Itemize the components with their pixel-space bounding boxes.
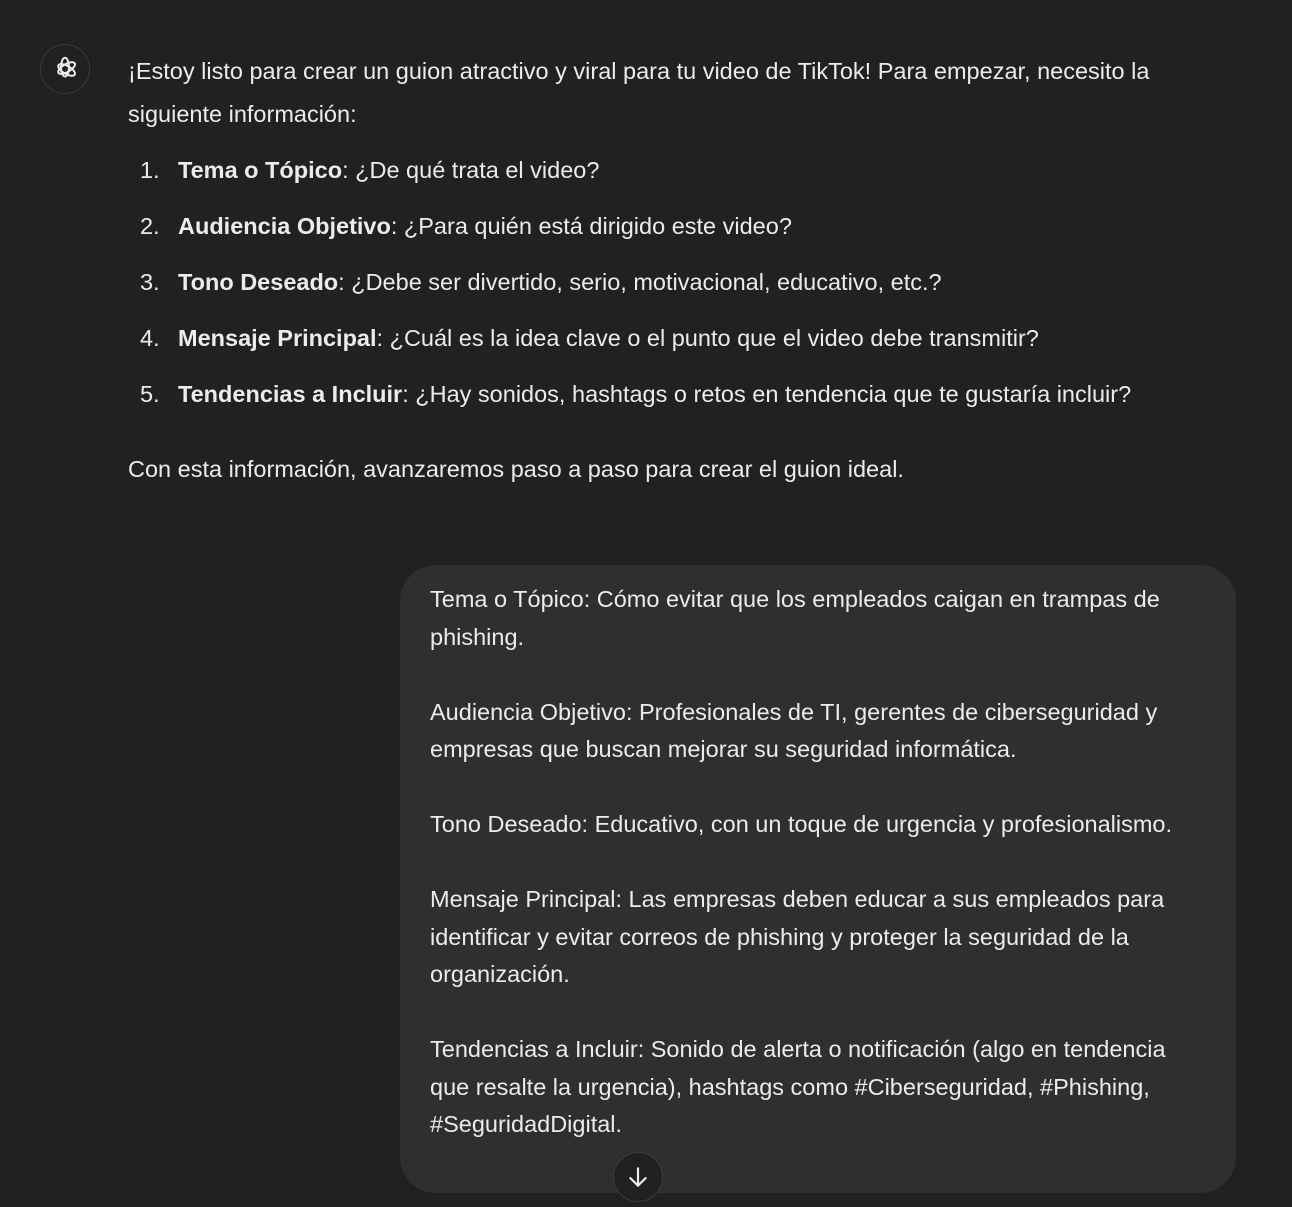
question-item [128, 261, 1238, 317]
question-number: 2. [140, 213, 160, 239]
question-text: : ¿Hay sonidos, hashtags o retos en tendencia que te gustaría incluir? [402, 381, 1132, 407]
scroll-to-bottom-button[interactable] [613, 1152, 663, 1202]
question-number: 3. [140, 269, 160, 295]
question-item [128, 205, 1238, 261]
question-term: Tono Deseado [178, 269, 339, 295]
question-item [128, 149, 1238, 205]
question-term: Tendencias a Incluir [178, 381, 403, 407]
question-term: Mensaje Principal [178, 325, 377, 351]
user-paragraph-tone: Tono Deseado: Educativo, con un toque de urgencia y profesionalismo. [430, 811, 1173, 837]
question-text: : ¿Para quién está dirigido este video? [390, 213, 792, 239]
question-text: : ¿Cuál es la idea clave o el punto que el video debe transmitir? [376, 325, 1039, 351]
question-number: 4. [140, 325, 160, 351]
question-item [128, 373, 1238, 429]
question-number: 1. [140, 157, 160, 183]
user-paragraph-message: Mensaje Principal: Las empresas deben educar a sus empleados para identificar y evitar correos de phishing y proteger la seguridad de la organización. [430, 886, 1171, 987]
question-text: : ¿De qué trata el video? [342, 157, 600, 183]
question-term: Tema o Tópico [178, 157, 343, 183]
question-term: Audiencia Objetivo [178, 213, 391, 239]
user-message-bubble [400, 565, 1236, 1193]
user-paragraph-trends: Tendencias a Incluir: Sonido de alerta o notificación (algo en tendencia que resalte la urgencia), hashtags como #Ciberseguridad, #Phishing, #SeguridadDigital. [430, 1036, 1173, 1137]
question-number: 5. [140, 381, 160, 407]
arrow-down-icon [625, 1164, 651, 1190]
question-list [128, 149, 1238, 429]
assistant-outro: Con esta información, avanzaremos paso a paso para crear el guion ideal. [128, 456, 904, 482]
user-paragraph-audience: Audiencia Objetivo: Profesionales de TI, gerentes de ciberseguridad y empresas que buscan mejorar su seguridad informática. [430, 698, 1164, 762]
openai-logo-icon [50, 54, 80, 84]
assistant-intro: ¡Estoy listo para crear un guion atractivo y viral para tu video de TikTok! Para empezar, necesito la siguiente información: [128, 58, 1150, 127]
assistant-avatar [40, 44, 90, 94]
question-item [128, 317, 1238, 373]
question-text: : ¿Debe ser divertido, serio, motivacional, educativo, etc.? [338, 269, 942, 295]
user-paragraph-topic: Tema o Tópico: Cómo evitar que los empleados caigan en trampas de phishing. [430, 586, 1167, 650]
assistant-message-body [128, 50, 1238, 482]
